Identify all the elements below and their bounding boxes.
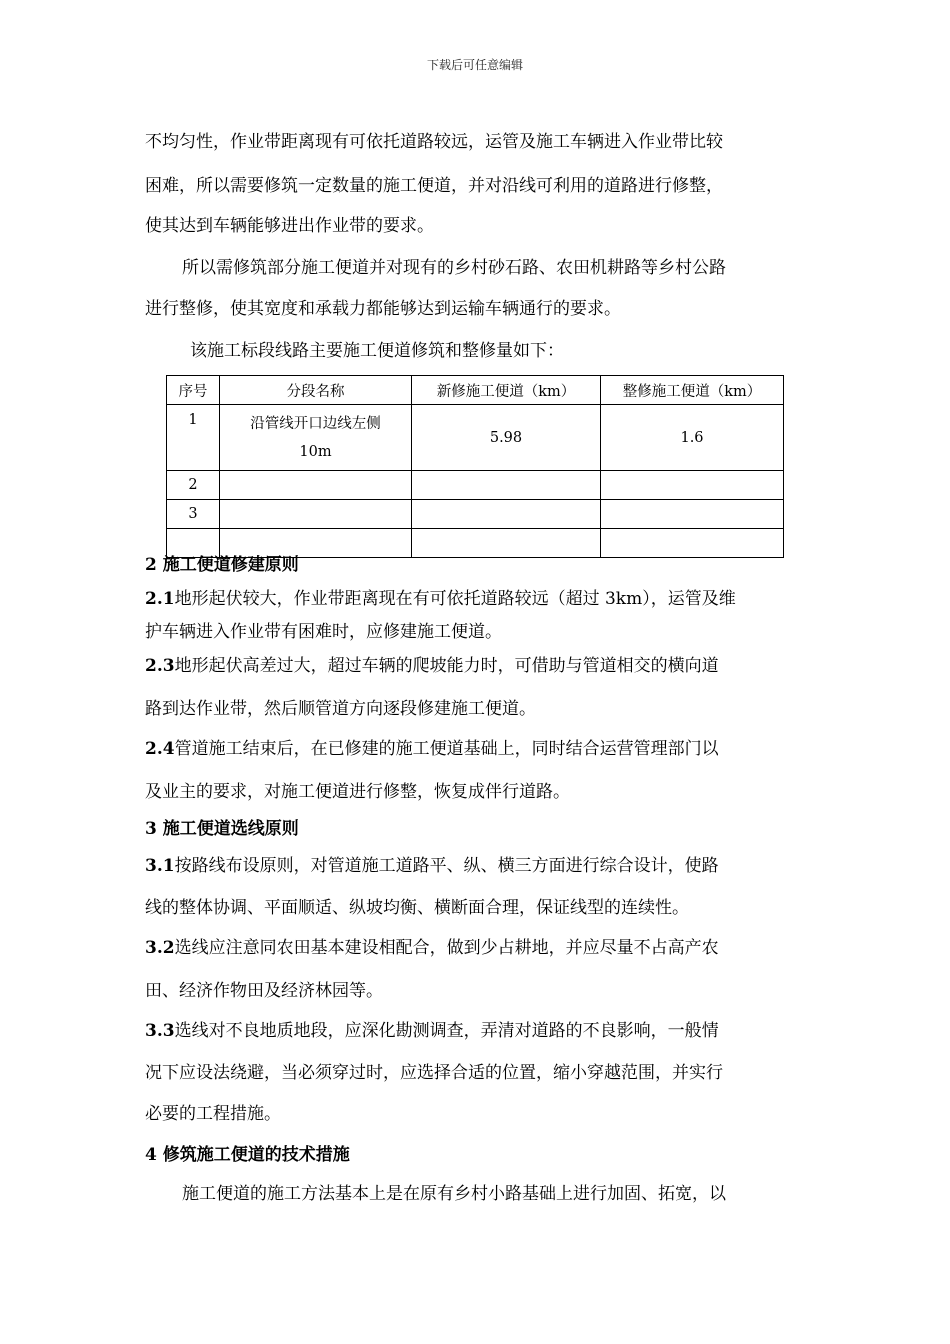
table-cell-repair xyxy=(601,500,784,529)
table-header-cell: 序号 xyxy=(167,376,220,405)
section2-heading: 2 施工便道修建原则 xyxy=(145,555,299,575)
section2-item-2-4-line-2: 及业主的要求，对施工便道进行修整，恢复成伴行道路。 xyxy=(145,782,570,802)
section3-item-3-3-line-2: 况下应设法绕避，当必须穿过时，应选择合适的位置，缩小穿越范围，并实行 xyxy=(145,1063,723,1083)
table-cell-name xyxy=(220,471,412,500)
item-number: 2.1 xyxy=(145,589,175,609)
construction-road-table xyxy=(166,375,784,558)
table-cell-new: 5.98 xyxy=(412,405,601,471)
table-cell-repair xyxy=(601,471,784,500)
para1-line-3: 使其达到车辆能够进出作业带的要求。 xyxy=(145,216,434,236)
table-cell-repair: 1.6 xyxy=(601,405,784,471)
table-cell-name-line: 沿管线开口边线左侧 xyxy=(250,415,381,432)
item-number: 2.3 xyxy=(145,656,175,676)
item-text: 地形起伏高差过大，超过车辆的爬坡能力时，可借助与管道相交的横向道 xyxy=(174,656,719,676)
table-row xyxy=(167,500,784,529)
table-header-cell: 整修施工便道（km） xyxy=(601,376,784,405)
para2-line-2: 进行整修，使其宽度和承载力都能够达到运输车辆通行的要求。 xyxy=(145,299,621,319)
section3-item-3-1-line-2: 线的整体协调、平面顺适、纵坡均衡、横断面合理，保证线型的连续性。 xyxy=(145,898,689,918)
item-number: 3.3 xyxy=(145,1021,175,1041)
item-text: 选线对不良地质地段，应深化勘测调查，弄清对道路的不良影响，一般情 xyxy=(174,1021,719,1041)
section3-item-3-3-line-1 xyxy=(145,1020,719,1042)
para1-line-2: 困难，所以需要修筑一定数量的施工便道，并对沿线可利用的道路进行修整， xyxy=(145,176,723,196)
section4-line-1: 施工便道的施工方法基本上是在原有乡村小路基础上进行加固、拓宽，以 xyxy=(182,1184,726,1204)
section2-item-2-4-line-1 xyxy=(145,738,719,760)
section3-item-3-2-line-1 xyxy=(145,937,719,959)
item-text: 选线应注意同农田基本建设相配合，做到少占耕地，并应尽量不占高产农 xyxy=(174,938,719,958)
table-row xyxy=(167,405,784,471)
section2-item-2-1-line-1 xyxy=(145,588,736,610)
section2-item-2-3-line-1 xyxy=(145,655,719,677)
table-header-cell: 分段名称 xyxy=(220,376,412,405)
table-cell-new xyxy=(412,500,601,529)
item-text: 按路线布设原则，对管道施工道路平、纵、横三方面进行综合设计，使路 xyxy=(174,856,719,876)
item-text: 地形起伏较大，作业带距离现在有可依托道路较远（超过 3km），运管及维 xyxy=(174,589,736,609)
section3-item-3-3-line-3: 必要的工程措施。 xyxy=(145,1104,281,1124)
section3-item-3-2-line-2: 田、经济作物田及经济林园等。 xyxy=(145,981,383,1001)
table-cell-no: 1 xyxy=(167,405,220,471)
section2-item-2-1-line-2: 护车辆进入作业带有困难时，应修建施工便道。 xyxy=(145,622,502,642)
item-number: 3.2 xyxy=(145,938,175,958)
para2-line-1: 所以需修筑部分施工便道并对现有的乡村砂石路、农田机耕路等乡村公路 xyxy=(182,258,726,278)
table-cell-name-line: 10m xyxy=(299,443,332,460)
table-cell-new xyxy=(412,529,601,558)
table-cell-name xyxy=(220,405,412,471)
section3-heading: 3 施工便道选线原则 xyxy=(145,819,299,839)
table-row xyxy=(167,471,784,500)
item-text: 管道施工结束后，在已修建的施工便道基础上，同时结合运营管理部门以 xyxy=(174,739,719,759)
item-number: 3.1 xyxy=(145,856,175,876)
table-header-cell: 新修施工便道（km） xyxy=(412,376,601,405)
table-intro: 该施工标段线路主要施工便道修筑和整修量如下： xyxy=(190,341,564,361)
page-header: 下载后可任意编辑 xyxy=(426,58,523,72)
para1-line-1: 不均匀性，作业带距离现有可依托道路较远，运管及施工车辆进入作业带比较 xyxy=(145,132,723,152)
section3-item-3-1-line-1 xyxy=(145,855,719,877)
item-number: 2.4 xyxy=(145,739,175,759)
table-cell-no: 3 xyxy=(167,500,220,529)
section2-item-2-3-line-2: 路到达作业带，然后顺管道方向逐段修建施工便道。 xyxy=(145,699,536,719)
table-cell-repair xyxy=(601,529,784,558)
table-cell-new xyxy=(412,471,601,500)
table-cell-name xyxy=(220,500,412,529)
table-cell-no: 2 xyxy=(167,471,220,500)
table-header-row xyxy=(167,376,784,405)
section4-heading: 4 修筑施工便道的技术措施 xyxy=(145,1145,350,1165)
